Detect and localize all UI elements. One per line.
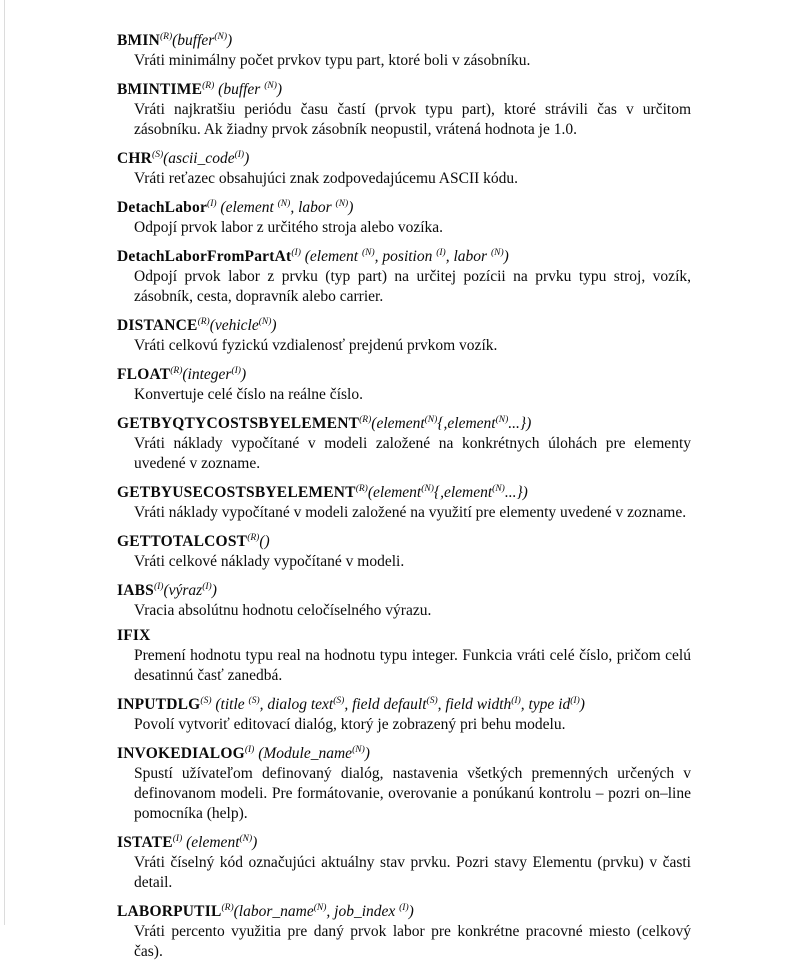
function-description: Vráti najkratšiu periódu času častí (prvok typu part), ktoré strávili čas v určitom zásobníku. Ak žiadny prvok zásobník neopustil, vrátená hodnota je 1.0. [134, 101, 691, 138]
function-entry [117, 243, 693, 307]
function-heading [117, 145, 693, 169]
type-superscript: (I) [399, 903, 409, 913]
signature-params: {,element [437, 415, 496, 432]
type-superscript: (R) [202, 81, 215, 91]
function-description: Vráti náklady vypočítané v modeli založené na konkrétnych úlohách pre elementy uvedené v zozname. [134, 435, 691, 472]
function-heading [117, 76, 693, 100]
signature-params: (buffer [214, 81, 265, 98]
function-description: Odpojí prvok labor z prvku (typ part) na určitej pozícii na prvku typu stroj, vozík, zásobník, cesta, dopravník alebo carrier. [134, 268, 691, 305]
type-superscript: (R) [160, 32, 173, 42]
signature-params: ) [211, 582, 217, 599]
type-superscript: (R) [355, 484, 368, 494]
signature-params: ...}) [508, 415, 532, 432]
signature-params: ) [244, 150, 250, 167]
function-heading [117, 626, 693, 646]
type-superscript: (N) [424, 415, 438, 425]
function-name: IABS [117, 582, 154, 599]
function-heading [117, 361, 693, 385]
function-name: ISTATE [117, 834, 173, 851]
signature-params: (element [367, 484, 422, 501]
type-superscript: (I) [153, 582, 164, 592]
type-superscript: (N) [258, 317, 272, 327]
signature-params: (integer [182, 366, 232, 383]
function-heading [117, 479, 693, 503]
signature-params: ...}) [504, 484, 528, 501]
type-superscript: (N) [492, 484, 505, 494]
type-superscript: (N) [490, 248, 504, 258]
function-heading [117, 829, 693, 853]
type-superscript: (S) [248, 696, 260, 706]
function-description: Odpojí prvok labor z určitého stroja alebo vozíka. [134, 219, 444, 236]
function-heading [117, 740, 693, 764]
function-name: INVOKEDIALOG [117, 745, 245, 762]
function-name: FLOAT [117, 366, 171, 383]
signature-params: ) [364, 745, 370, 762]
signature-params: , field width [437, 696, 512, 713]
function-description: Spustí užívateľom definovaný dialóg, nastavenia všetkých premenných určených v definovanom modeli. Pre formátovanie, overovanie a ponúkanú kontrolu – pozri on–line pomocníka (help). [134, 765, 691, 822]
signature-params: (title [211, 696, 249, 713]
signature-params: , position [374, 248, 437, 265]
signature-params: , dialog text [259, 696, 334, 713]
function-entry [117, 145, 693, 189]
function-name: IFIX [117, 627, 151, 644]
type-superscript: (N) [421, 484, 434, 494]
signature-params: ) [408, 903, 414, 920]
type-superscript: (N) [277, 199, 291, 209]
signature-params: ) [579, 696, 585, 713]
signature-params: (vehicle [209, 317, 259, 334]
function-heading [117, 577, 693, 601]
function-description: Premení hodnotu typu real na hodnotu typu integer. Funkcia vráti celé číslo, pričom celú desatinnú časť zanedbá. [134, 647, 691, 684]
signature-params: (buffer [172, 32, 215, 49]
function-entry [117, 410, 693, 474]
function-entry [117, 479, 693, 523]
function-heading [117, 27, 693, 51]
signature-params: () [259, 533, 270, 550]
signature-params: (výraz [163, 582, 203, 599]
signature-params: ) [271, 317, 277, 334]
function-entry [117, 626, 693, 686]
function-entry [117, 898, 693, 962]
function-heading [117, 410, 693, 434]
function-heading [117, 691, 693, 715]
function-entry [117, 194, 693, 238]
function-description: Povolí vytvoriť editovací dialóg, ktorý je zobrazený pri behu modelu. [134, 716, 566, 733]
signature-params: ) [240, 366, 247, 383]
function-name: BMINTIME [117, 81, 203, 98]
type-superscript: (R) [359, 415, 372, 425]
type-superscript: (N) [239, 834, 253, 844]
function-description: Konvertuje celé číslo na reálne číslo. [134, 386, 363, 403]
function-entry [117, 27, 693, 71]
function-entry [117, 691, 693, 735]
type-superscript: (S) [152, 150, 164, 160]
function-entry [117, 312, 693, 356]
signature-params: (labor_name [233, 903, 314, 920]
type-superscript: (R) [221, 903, 234, 913]
signature-params: , labor [290, 199, 336, 216]
type-superscript: (I) [202, 582, 212, 592]
type-superscript: (R) [170, 366, 183, 376]
type-superscript: (N) [335, 199, 349, 209]
signature-params: {,element [433, 484, 493, 501]
type-superscript: (N) [214, 32, 227, 42]
type-superscript: (S) [200, 696, 212, 706]
signature-params: , labor [445, 248, 491, 265]
function-name: DetachLaborFromPartAt [117, 248, 292, 265]
type-superscript: (N) [361, 248, 375, 258]
signature-params: , type id [520, 696, 571, 713]
type-superscript: (S) [333, 696, 345, 706]
function-entry [117, 528, 693, 572]
function-name: BMIN [117, 32, 160, 49]
type-superscript: (R) [197, 317, 210, 327]
function-description: Vráti percento využitia pre daný prvok labor pre konkrétne pracovné miesto (celkový čas). [134, 923, 691, 960]
type-superscript: (I) [207, 199, 217, 209]
type-superscript: (N) [352, 745, 365, 755]
function-name: LABORPUTIL [117, 903, 222, 920]
type-superscript: (I) [244, 745, 255, 755]
type-superscript: (I) [436, 248, 446, 258]
type-superscript: (I) [231, 366, 241, 376]
function-description: Vráti reťazec obsahujúci znak zodpovedajúcemu ASCII kódu. [134, 170, 519, 187]
type-superscript: (N) [313, 903, 327, 913]
function-name: CHR [117, 150, 153, 167]
function-description: Vráti minimálny počet prvkov typu part, ktoré boli v zásobníku. [134, 52, 531, 69]
signature-params: (ascii_code [163, 150, 235, 167]
function-name: GETBYUSECOSTSBYELEMENT [117, 484, 356, 501]
function-name: GETTOTALCOST [117, 533, 248, 550]
function-heading [117, 194, 693, 218]
function-heading [117, 898, 693, 922]
signature-params: ) [503, 248, 509, 265]
function-heading [117, 243, 693, 267]
type-superscript: (I) [511, 696, 521, 706]
type-superscript: (N) [264, 81, 277, 91]
signature-params: ) [252, 834, 258, 851]
type-superscript: (N) [495, 415, 509, 425]
function-entry [117, 76, 693, 140]
type-superscript: (I) [291, 248, 301, 258]
function-description: Vracia absolútnu hodnotu celočíselného výrazu. [134, 602, 432, 619]
type-superscript: (S) [426, 696, 438, 706]
function-name: GETBYQTYCOSTSBYELEMENT [117, 415, 360, 432]
signature-params: (element [371, 415, 425, 432]
type-superscript: (R) [247, 533, 260, 543]
signature-params: , field default [344, 696, 427, 713]
function-reference-list [117, 27, 693, 967]
type-superscript: (I) [234, 150, 245, 160]
function-description: Vráti celkové náklady vypočítané v modeli. [134, 553, 405, 570]
function-entry [117, 829, 693, 893]
function-name: DetachLabor [117, 199, 208, 216]
type-superscript: (I) [570, 696, 580, 706]
function-name: DISTANCE [117, 317, 198, 334]
signature-params: (element [300, 248, 362, 265]
function-entry [117, 577, 693, 621]
function-description: Vráti číselný kód označujúci aktuálny stav prvku. Pozri stavy Elementu (prvku) v časti detail. [134, 854, 691, 891]
signature-params: (element [182, 834, 240, 851]
function-name: INPUTDLG [117, 696, 201, 713]
function-heading [117, 312, 693, 336]
scan-edge-line [4, 0, 5, 925]
function-description: Vráti celkovú fyzickú vzdialenosť prejdenú prvkom vozík. [134, 337, 498, 354]
signature-params: ) [227, 32, 233, 49]
signature-params: ) [276, 81, 283, 98]
function-description: Vráti náklady vypočítané v modeli založené na využití pre elementy uvedené v zozname. [134, 504, 687, 521]
signature-params: , job_index [326, 903, 400, 920]
function-entry [117, 740, 693, 824]
function-entry [117, 361, 693, 405]
type-superscript: (I) [172, 834, 183, 844]
signature-params: (Module_name [254, 745, 353, 762]
signature-params: (element [216, 199, 278, 216]
signature-params: ) [348, 199, 354, 216]
function-heading [117, 528, 693, 552]
